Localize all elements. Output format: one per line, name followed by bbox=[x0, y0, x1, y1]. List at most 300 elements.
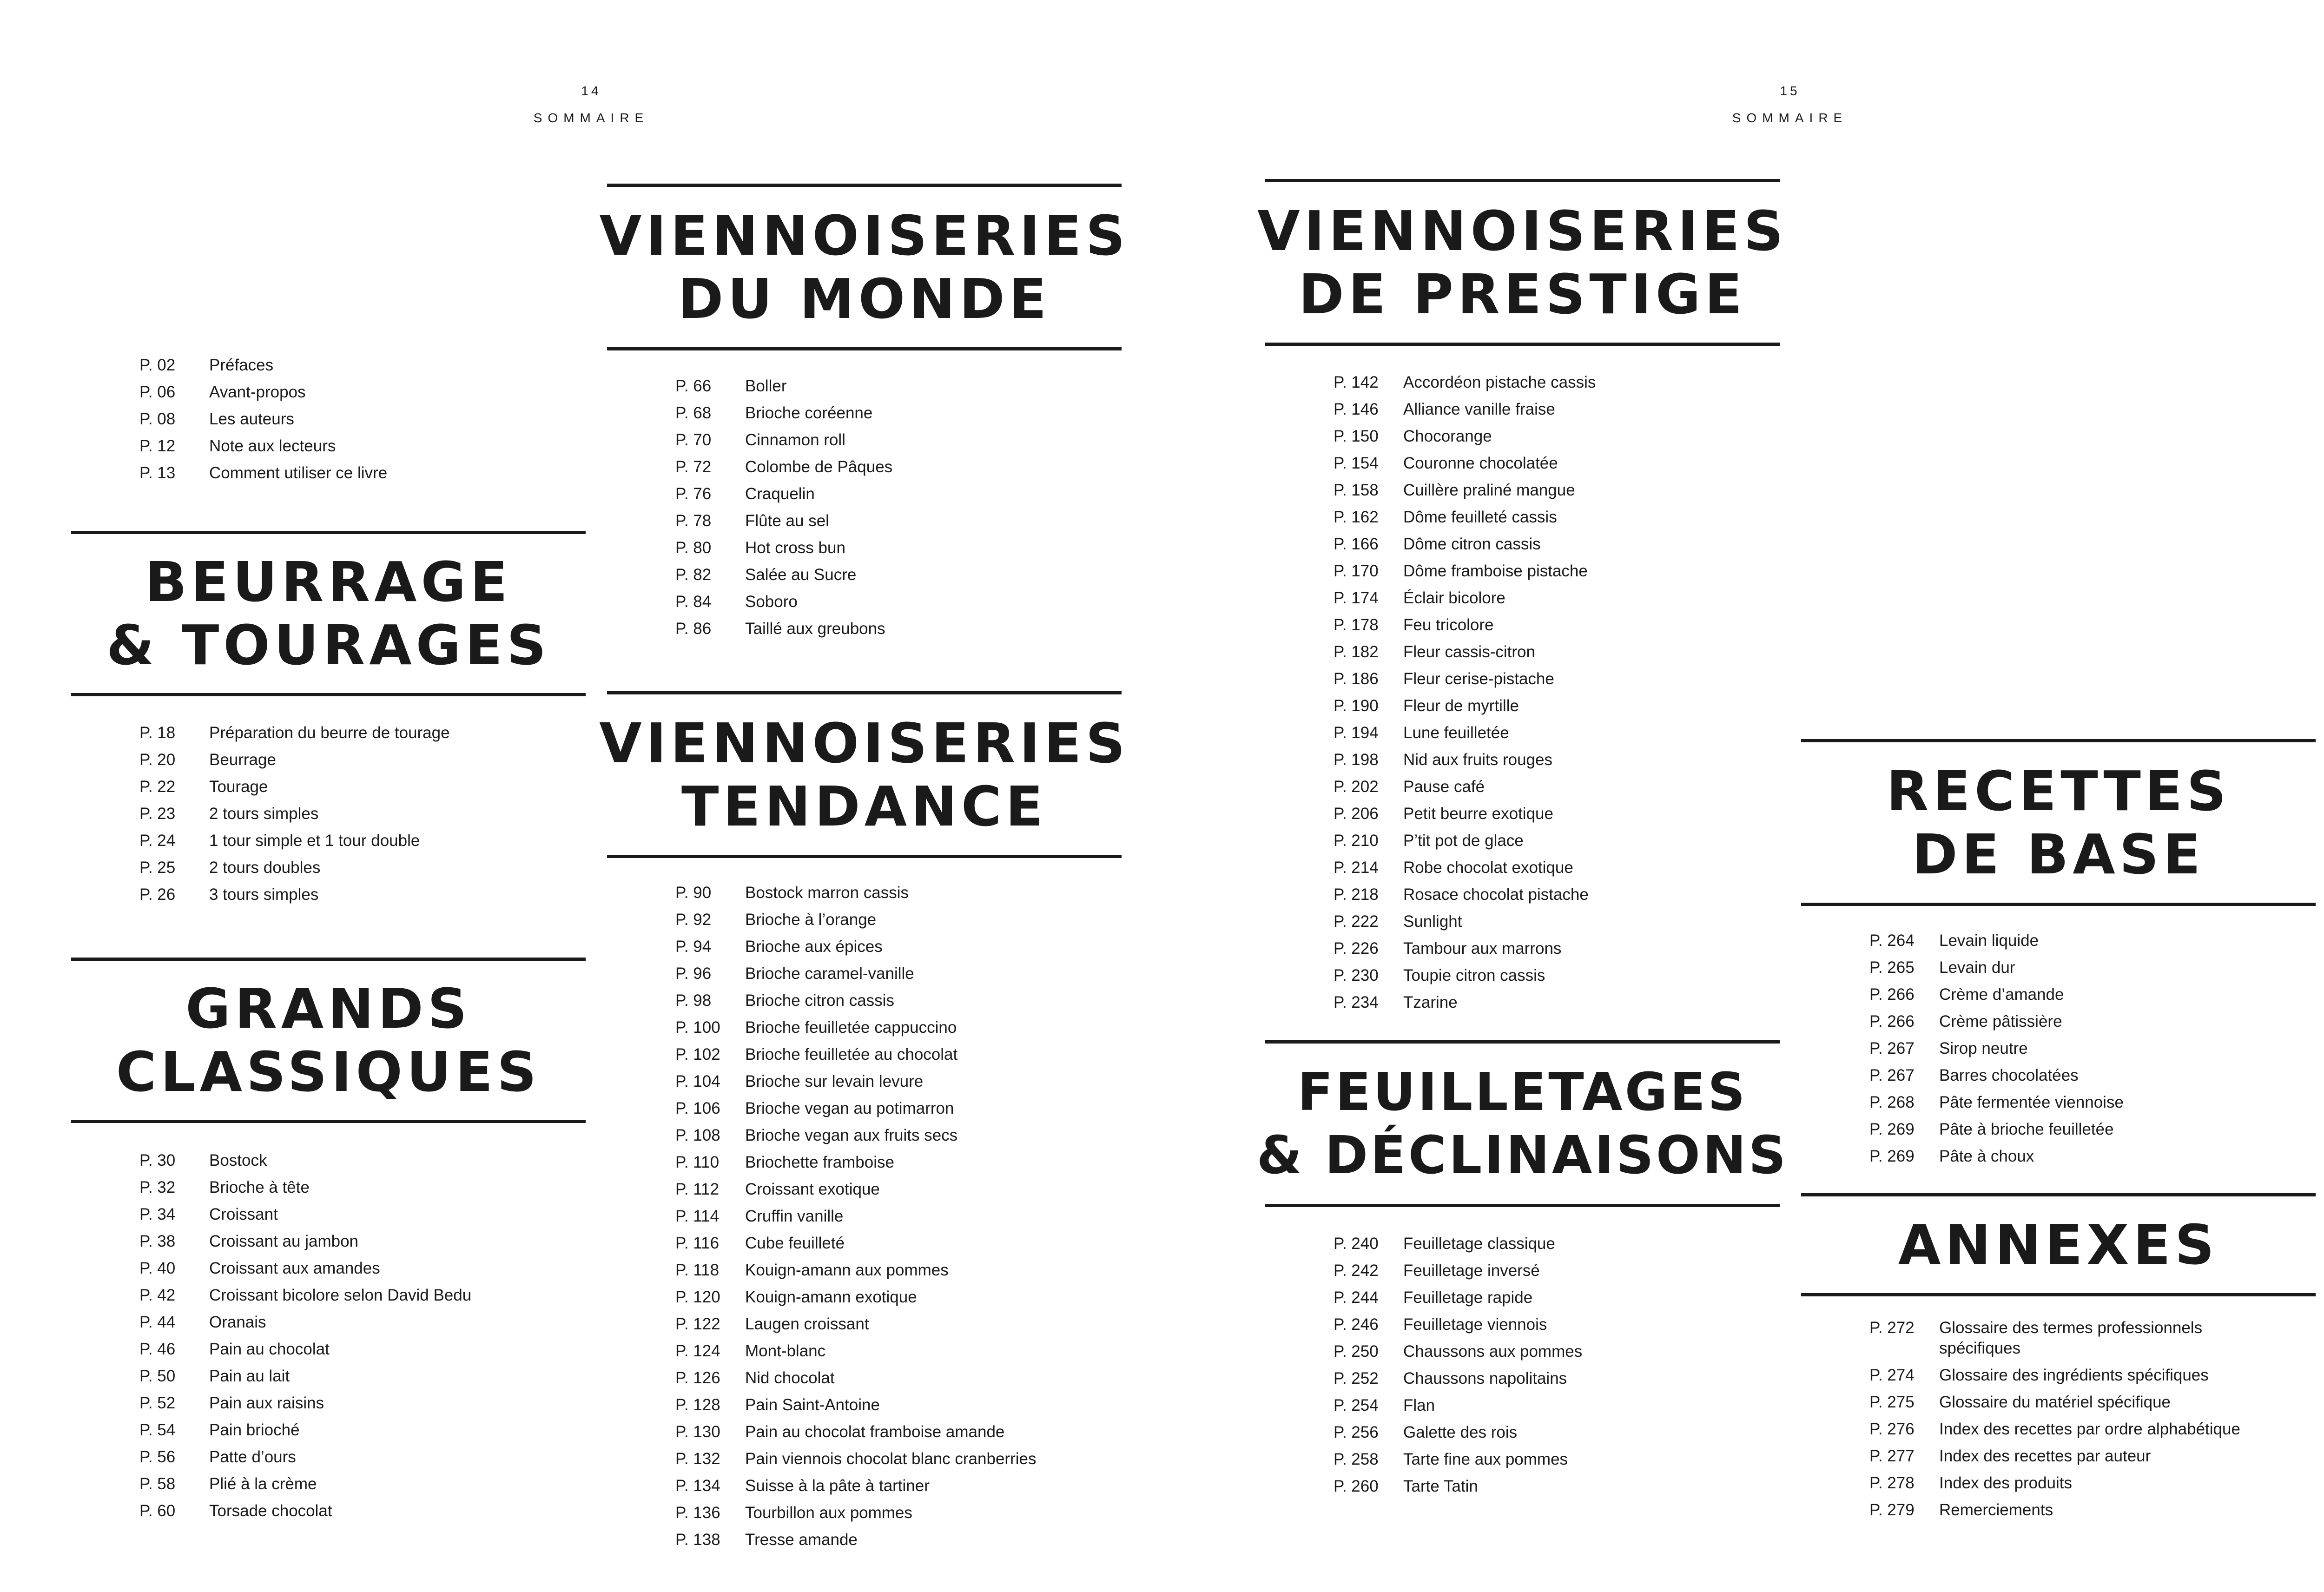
toc-entry bbox=[139, 1309, 586, 1336]
toc-entry bbox=[139, 1444, 586, 1471]
section-beurrage bbox=[71, 531, 586, 908]
page-ref: P. 260 bbox=[1334, 1477, 1379, 1495]
entry-title: Brioche citron cassis bbox=[745, 991, 894, 1010]
page-ref: P. 94 bbox=[675, 938, 712, 956]
entry-title: Pâte à brioche feuilletée bbox=[1939, 1120, 2114, 1138]
entry-title: Brioche vegan aux fruits secs bbox=[745, 1126, 958, 1144]
page-ref: P. 130 bbox=[675, 1423, 720, 1441]
entry-title: Hot cross bun bbox=[745, 539, 845, 557]
entry-title: Pain viennois chocolat blanc cranberries bbox=[745, 1450, 1037, 1468]
page-ref: P. 108 bbox=[675, 1126, 720, 1144]
toc-entry bbox=[1869, 1470, 2316, 1497]
entry-title: Brioche feuilletée cappuccino bbox=[745, 1018, 957, 1037]
entry-title: Torsade chocolat bbox=[209, 1502, 332, 1520]
page-ref: P. 132 bbox=[675, 1450, 720, 1468]
entry-title: Fleur cassis-citron bbox=[1403, 643, 1535, 661]
entry-title: Glossaire des termes professionnels spécifiques bbox=[1939, 1319, 2203, 1357]
page-ref: P. 158 bbox=[1334, 481, 1379, 499]
page-ref: P. 102 bbox=[675, 1045, 720, 1064]
entry-title: Cruffin vanille bbox=[745, 1207, 844, 1225]
page-ref: P. 178 bbox=[1334, 616, 1379, 634]
toc-entry bbox=[1334, 423, 1780, 450]
page-ref: P. 90 bbox=[675, 884, 712, 902]
toc-entry bbox=[1334, 504, 1780, 531]
page-ref: P. 240 bbox=[1334, 1235, 1379, 1253]
entry-title: Fleur cerise-pistache bbox=[1403, 670, 1554, 688]
toc-entry bbox=[1334, 477, 1780, 504]
toc-entry bbox=[139, 827, 586, 854]
page-ref: P. 242 bbox=[1334, 1262, 1379, 1280]
toc-entry bbox=[1334, 666, 1780, 693]
section-title-line: VIENNOISERIES bbox=[599, 203, 1129, 268]
toc-entry bbox=[1334, 827, 1780, 854]
page-ref: P. 18 bbox=[139, 724, 176, 742]
section-heading bbox=[1257, 179, 1788, 346]
toc-entry bbox=[675, 561, 1122, 588]
page-ref: P. 272 bbox=[1869, 1319, 1915, 1337]
entry-title: Tarte fine aux pommes bbox=[1403, 1450, 1568, 1468]
toc-entry bbox=[1869, 1362, 2316, 1389]
entry-title: Salée au Sucre bbox=[745, 566, 857, 584]
page-ref: P. 34 bbox=[139, 1205, 176, 1223]
entry-title: Mont-blanc bbox=[745, 1342, 826, 1360]
entry-title: Flûte au sel bbox=[745, 512, 829, 530]
page-ref: P. 162 bbox=[1334, 508, 1379, 526]
entry-title: Pâte à choux bbox=[1939, 1147, 2034, 1165]
page-ref: P. 50 bbox=[139, 1367, 176, 1385]
toc-entry bbox=[1334, 693, 1780, 720]
toc-entry bbox=[1334, 450, 1780, 477]
page-ref: P. 202 bbox=[1334, 778, 1379, 796]
entry-title: Soboro bbox=[745, 593, 798, 611]
entry-title: Tzarine bbox=[1403, 993, 1458, 1011]
section-heading bbox=[71, 958, 586, 1123]
entry-title: Brioche feuilletée au chocolat bbox=[745, 1045, 958, 1064]
page-ref: P. 98 bbox=[675, 991, 712, 1010]
page-ref: P. 40 bbox=[139, 1259, 176, 1277]
page-ref: P. 150 bbox=[1334, 427, 1379, 445]
toc-entry bbox=[675, 373, 1122, 400]
page-ref: P. 267 bbox=[1869, 1039, 1915, 1057]
entry-title: Crème d’amande bbox=[1939, 985, 2064, 1004]
page-ref: P. 194 bbox=[1334, 724, 1379, 742]
section-viennoiseries-prestige bbox=[1257, 179, 1788, 1016]
toc-entry bbox=[139, 433, 387, 460]
toc-entry bbox=[139, 1417, 586, 1444]
page-ref: P. 24 bbox=[139, 832, 176, 850]
page-ref: P. 258 bbox=[1334, 1450, 1379, 1468]
toc-entry bbox=[675, 481, 1122, 508]
page-ref: P. 252 bbox=[1334, 1369, 1379, 1387]
page-ref: P. 206 bbox=[1334, 805, 1379, 823]
toc-entry bbox=[1334, 1446, 1780, 1473]
toc-entry bbox=[675, 1526, 1122, 1553]
entry-title: Barres chocolatées bbox=[1939, 1066, 2079, 1084]
entry-list bbox=[139, 720, 586, 908]
entry-title: Index des recettes par ordre alphabétique bbox=[1939, 1420, 2240, 1438]
toc-entry bbox=[1334, 1419, 1780, 1446]
page-ref: P. 32 bbox=[139, 1178, 176, 1196]
entry-title: Boller bbox=[745, 377, 787, 395]
section-recettes-de-base bbox=[1801, 739, 2316, 1170]
toc-entry bbox=[675, 535, 1122, 561]
page-ref: P. 116 bbox=[675, 1234, 720, 1252]
toc-entry bbox=[1334, 908, 1780, 935]
toc-entry bbox=[675, 1122, 1122, 1149]
section-title bbox=[599, 204, 1129, 330]
page-ref: P. 25 bbox=[139, 859, 176, 877]
toc-entry bbox=[675, 1068, 1122, 1095]
entry-title: Sunlight bbox=[1403, 912, 1462, 931]
entry-title: Croissant aux amandes bbox=[209, 1259, 380, 1277]
toc-entry bbox=[1334, 800, 1780, 827]
page-ref: P. 112 bbox=[675, 1180, 720, 1198]
entry-title: Bostock marron cassis bbox=[745, 884, 909, 902]
page-ref: P. 182 bbox=[1334, 643, 1379, 661]
section-feuilletages bbox=[1256, 1040, 1789, 1500]
entry-title: Glossaire des ingrédients spécifiques bbox=[1939, 1366, 2209, 1384]
page-ref: P. 264 bbox=[1869, 931, 1915, 950]
entry-title: Petit beurre exotique bbox=[1403, 805, 1553, 823]
page-ref: P. 214 bbox=[1334, 859, 1379, 877]
toc-entry bbox=[1334, 746, 1780, 773]
toc-entry bbox=[139, 881, 586, 908]
toc-entry bbox=[1869, 1443, 2316, 1470]
entry-title: Pâte fermentée viennoise bbox=[1939, 1093, 2124, 1111]
entry-title: Brioche coréenne bbox=[745, 404, 873, 422]
entry-list bbox=[1334, 1230, 1780, 1500]
toc-entry bbox=[1869, 1008, 2316, 1035]
entry-title: Brioche à l’orange bbox=[745, 911, 877, 929]
toc-entry bbox=[1334, 1392, 1780, 1419]
toc-entry bbox=[1869, 1062, 2316, 1089]
intro-list bbox=[139, 352, 387, 487]
entry-title: Sirop neutre bbox=[1939, 1039, 2028, 1057]
section-heading bbox=[599, 691, 1129, 858]
entry-title: Tarte Tatin bbox=[1403, 1477, 1478, 1495]
entry-title: Robe chocolat exotique bbox=[1403, 859, 1573, 877]
page-ref: P. 86 bbox=[675, 620, 712, 638]
page-ref: P. 230 bbox=[1334, 966, 1379, 984]
entry-title: Rosace chocolat pistache bbox=[1403, 885, 1589, 904]
toc-entry bbox=[139, 460, 387, 487]
toc-entry bbox=[1869, 1389, 2316, 1416]
page-ref: P. 78 bbox=[675, 512, 712, 530]
entry-title: 3 tours simples bbox=[209, 885, 319, 904]
section-title-line: BEURRAGE bbox=[145, 550, 512, 614]
entry-title: Dôme citron cassis bbox=[1403, 535, 1541, 553]
section-title-line: DE PRESTIGE bbox=[1298, 262, 1747, 326]
entry-list bbox=[675, 373, 1122, 642]
section-heading bbox=[1256, 1040, 1789, 1207]
toc-entry bbox=[1869, 927, 2316, 954]
section-title bbox=[1898, 1213, 2218, 1276]
entry-title: Feuilletage viennois bbox=[1403, 1315, 1547, 1334]
entry-title: Tresse amande bbox=[745, 1531, 858, 1549]
toc-entry bbox=[675, 615, 1122, 642]
toc-entry bbox=[1334, 558, 1780, 585]
page-ref: P. 96 bbox=[675, 964, 712, 983]
toc-entry bbox=[675, 1284, 1122, 1311]
section-heading bbox=[1801, 739, 2316, 906]
entry-title: Tourbillon aux pommes bbox=[745, 1504, 912, 1522]
toc-entry bbox=[1334, 989, 1780, 1016]
page-ref: P. 266 bbox=[1869, 985, 1915, 1004]
entry-title: Pain brioché bbox=[209, 1421, 300, 1439]
page-ref: P. 269 bbox=[1869, 1120, 1915, 1138]
section-viennoiseries-tendance bbox=[599, 691, 1129, 1553]
entry-title: Dôme feuilleté cassis bbox=[1403, 508, 1557, 526]
toc-entry bbox=[1869, 1035, 2316, 1062]
toc-entry bbox=[675, 508, 1122, 535]
page-ref: P. 06 bbox=[139, 383, 176, 401]
entry-title: Note aux lecteurs bbox=[209, 437, 336, 455]
page-ref: P. 246 bbox=[1334, 1315, 1379, 1334]
page-ref: P. 218 bbox=[1334, 885, 1379, 904]
entry-title: Bostock bbox=[209, 1151, 267, 1169]
section-title-line: DU MONDE bbox=[678, 266, 1051, 331]
entry-title: Tambour aux marrons bbox=[1403, 939, 1562, 958]
entry-title: Feu tricolore bbox=[1403, 616, 1494, 634]
entry-title: 2 tours simples bbox=[209, 805, 319, 823]
entry-title: Feuilletage classique bbox=[1403, 1235, 1555, 1253]
entry-title: Préfaces bbox=[209, 356, 274, 374]
toc-entry bbox=[1869, 981, 2316, 1008]
page-ref: P. 198 bbox=[1334, 751, 1379, 769]
toc-entry bbox=[1334, 1284, 1780, 1311]
running-header: SOMMAIRE bbox=[533, 111, 649, 125]
page-ref: P. 20 bbox=[139, 751, 176, 769]
entry-title: Pain au chocolat framboise amande bbox=[745, 1423, 1005, 1441]
toc-entry bbox=[675, 400, 1122, 427]
toc-entry bbox=[139, 1498, 586, 1525]
entry-list bbox=[139, 1147, 586, 1525]
section-title-line: & TOURAGES bbox=[106, 613, 551, 677]
section-title-line: RECETTES bbox=[1886, 759, 2231, 823]
page-ref: P. 170 bbox=[1334, 562, 1379, 580]
section-title bbox=[116, 977, 541, 1103]
section-heading bbox=[1801, 1193, 2316, 1296]
entry-title: Index des recettes par auteur bbox=[1939, 1447, 2151, 1465]
entry-title: Taillé aux greubons bbox=[745, 620, 885, 638]
page-ref: P. 122 bbox=[675, 1315, 720, 1333]
toc-entry bbox=[1334, 1365, 1780, 1392]
section-title bbox=[106, 550, 550, 677]
page-ref: P. 72 bbox=[675, 458, 712, 476]
entry-title: Suisse à la pâte à tartiner bbox=[745, 1477, 930, 1495]
entry-title: Dôme framboise pistache bbox=[1403, 562, 1588, 580]
page-ref: P. 08 bbox=[139, 410, 176, 428]
toc-entry bbox=[139, 1147, 586, 1174]
right-page bbox=[1180, 0, 2324, 1592]
entry-title: Levain dur bbox=[1939, 958, 2015, 977]
page-ref: P. 269 bbox=[1869, 1147, 1915, 1165]
page-ref: P. 13 bbox=[139, 464, 176, 482]
entry-title: Plié à la crème bbox=[209, 1475, 317, 1493]
folio-right bbox=[1697, 84, 1883, 126]
entry-title: 1 tour simple et 1 tour double bbox=[209, 832, 420, 850]
toc-entry bbox=[1334, 1473, 1780, 1500]
section-title-line: GRANDS bbox=[185, 977, 471, 1041]
toc-entry bbox=[139, 746, 586, 773]
entry-title: Feuilletage rapide bbox=[1403, 1288, 1533, 1307]
entry-title: Kouign-amann exotique bbox=[745, 1288, 917, 1306]
entry-title: 2 tours doubles bbox=[209, 859, 321, 877]
section-title-line: ANNEXES bbox=[1898, 1213, 2218, 1277]
toc-entry bbox=[1869, 1497, 2316, 1524]
section-title-line: DE BASE bbox=[1912, 822, 2205, 886]
page-ref: P. 244 bbox=[1334, 1288, 1379, 1307]
entry-title: Fleur de myrtille bbox=[1403, 697, 1519, 715]
entry-title: Chaussons napolitains bbox=[1403, 1369, 1567, 1387]
entry-list bbox=[1869, 927, 2316, 1170]
toc-entry bbox=[675, 1311, 1122, 1338]
toc-entry bbox=[139, 1255, 586, 1282]
entry-title: Toupie citron cassis bbox=[1403, 966, 1545, 984]
page-ref: P. 256 bbox=[1334, 1423, 1379, 1441]
entry-title: Alliance vanille fraise bbox=[1403, 400, 1555, 418]
toc-entry bbox=[1869, 1116, 2316, 1143]
section-heading bbox=[599, 184, 1129, 350]
toc-entry bbox=[1334, 531, 1780, 558]
section-title bbox=[599, 712, 1129, 838]
toc-entry bbox=[675, 1500, 1122, 1526]
toc-entry bbox=[675, 1203, 1122, 1230]
page-ref: P. 134 bbox=[675, 1477, 720, 1495]
toc-entry bbox=[1334, 1338, 1780, 1365]
toc-entry bbox=[1334, 612, 1780, 639]
page-ref: P. 154 bbox=[1334, 454, 1379, 472]
toc-entry bbox=[675, 1257, 1122, 1284]
page-ref: P. 124 bbox=[675, 1342, 720, 1360]
page-ref: P. 138 bbox=[675, 1531, 720, 1549]
toc-entry bbox=[1334, 1230, 1780, 1257]
page-ref: P. 110 bbox=[675, 1153, 720, 1171]
page-ref: P. 38 bbox=[139, 1232, 176, 1250]
entry-title: Cinnamon roll bbox=[745, 431, 845, 449]
page-ref: P. 26 bbox=[139, 885, 176, 904]
page-ref: P. 166 bbox=[1334, 535, 1379, 553]
toc-entry bbox=[139, 1228, 586, 1255]
toc-entry bbox=[1334, 935, 1780, 962]
page-ref: P. 254 bbox=[1334, 1396, 1379, 1414]
page-ref: P. 126 bbox=[675, 1369, 720, 1387]
entry-title: Croissant bbox=[209, 1205, 278, 1223]
toc-entry bbox=[675, 879, 1122, 906]
toc-entry bbox=[139, 720, 586, 746]
page-ref: P. 279 bbox=[1869, 1501, 1915, 1519]
page-ref: P. 120 bbox=[675, 1288, 720, 1306]
page-ref: P. 146 bbox=[1334, 400, 1379, 418]
entry-title: Crème pâtissière bbox=[1939, 1012, 2062, 1031]
page-ref: P. 02 bbox=[139, 356, 176, 374]
page-ref: P. 12 bbox=[139, 437, 176, 455]
toc-entry bbox=[675, 987, 1122, 1014]
toc-entry bbox=[1334, 773, 1780, 800]
toc-entry bbox=[675, 1392, 1122, 1419]
page-ref: P. 44 bbox=[139, 1313, 176, 1331]
entry-title: Briochette framboise bbox=[745, 1153, 894, 1171]
toc-entry bbox=[1869, 1143, 2316, 1170]
entry-title: Flan bbox=[1403, 1396, 1435, 1414]
page-ref: P. 100 bbox=[675, 1018, 720, 1037]
page-ref: P. 66 bbox=[675, 377, 712, 395]
page-ref: P. 250 bbox=[1334, 1342, 1379, 1361]
toc-entry bbox=[675, 1230, 1122, 1257]
toc-entry bbox=[1334, 1311, 1780, 1338]
entry-title: Remerciements bbox=[1939, 1501, 2053, 1519]
page-ref: P. 174 bbox=[1334, 589, 1379, 607]
toc-entry bbox=[675, 1446, 1122, 1473]
section-grands-classiques bbox=[71, 958, 586, 1525]
toc-entry bbox=[675, 1149, 1122, 1176]
toc-entry bbox=[139, 352, 387, 379]
entry-list bbox=[1869, 1318, 2316, 1524]
entry-title: Nid chocolat bbox=[745, 1369, 835, 1387]
toc-entry bbox=[139, 1174, 586, 1201]
toc-entry bbox=[139, 1201, 586, 1228]
page-ref: P. 222 bbox=[1334, 912, 1379, 931]
page-ref: P. 278 bbox=[1869, 1474, 1915, 1492]
toc-entry bbox=[1334, 1257, 1780, 1284]
page-ref: P. 226 bbox=[1334, 939, 1379, 958]
toc-entry bbox=[1334, 396, 1780, 423]
entry-title: Pain au chocolat bbox=[209, 1340, 330, 1358]
folio-left bbox=[498, 84, 684, 126]
entry-title: Les auteurs bbox=[209, 410, 294, 428]
entry-title: Cuillère praliné mangue bbox=[1403, 481, 1575, 499]
page-ref: P. 46 bbox=[139, 1340, 176, 1358]
page-ref: P. 52 bbox=[139, 1394, 176, 1412]
toc-entry bbox=[139, 800, 586, 827]
page-ref: P. 60 bbox=[139, 1502, 176, 1520]
toc-entry bbox=[675, 933, 1122, 960]
toc-entry bbox=[675, 1014, 1122, 1041]
running-header: SOMMAIRE bbox=[1732, 111, 1848, 125]
entry-title: Craquelin bbox=[745, 485, 815, 503]
toc-entry bbox=[139, 1363, 586, 1390]
page-ref: P. 76 bbox=[675, 485, 712, 503]
section-title-line: CLASSIQUES bbox=[116, 1040, 541, 1104]
toc-entry bbox=[1334, 639, 1780, 666]
page-ref: P. 267 bbox=[1869, 1066, 1915, 1084]
entry-title: Couronne chocolatée bbox=[1403, 454, 1558, 472]
section-title-line: & DÉCLINAISONS bbox=[1256, 1125, 1789, 1186]
toc-entry bbox=[1334, 881, 1780, 908]
entry-title: Pause café bbox=[1403, 778, 1485, 796]
section-title bbox=[1257, 199, 1788, 326]
page-ref: P. 56 bbox=[139, 1448, 176, 1466]
page-ref: P. 68 bbox=[675, 404, 712, 422]
toc-entry bbox=[139, 379, 387, 406]
section-viennoiseries-monde bbox=[599, 184, 1129, 642]
toc-entry bbox=[139, 1336, 586, 1363]
page-ref: P. 104 bbox=[675, 1072, 720, 1090]
page-ref: P. 210 bbox=[1334, 832, 1379, 850]
toc-entry bbox=[675, 1095, 1122, 1122]
page-ref: P. 23 bbox=[139, 805, 176, 823]
entry-title: Tourage bbox=[209, 778, 268, 796]
toc-entry bbox=[675, 1176, 1122, 1203]
page-ref: P. 128 bbox=[675, 1396, 720, 1414]
toc-entry bbox=[1334, 962, 1780, 989]
entry-title: Levain liquide bbox=[1939, 931, 2039, 950]
section-title-line: VIENNOISERIES bbox=[599, 711, 1129, 775]
toc-entry bbox=[139, 1390, 586, 1417]
toc-entry bbox=[675, 427, 1122, 454]
entry-list bbox=[1334, 369, 1780, 1016]
section-title bbox=[1257, 1061, 1789, 1187]
